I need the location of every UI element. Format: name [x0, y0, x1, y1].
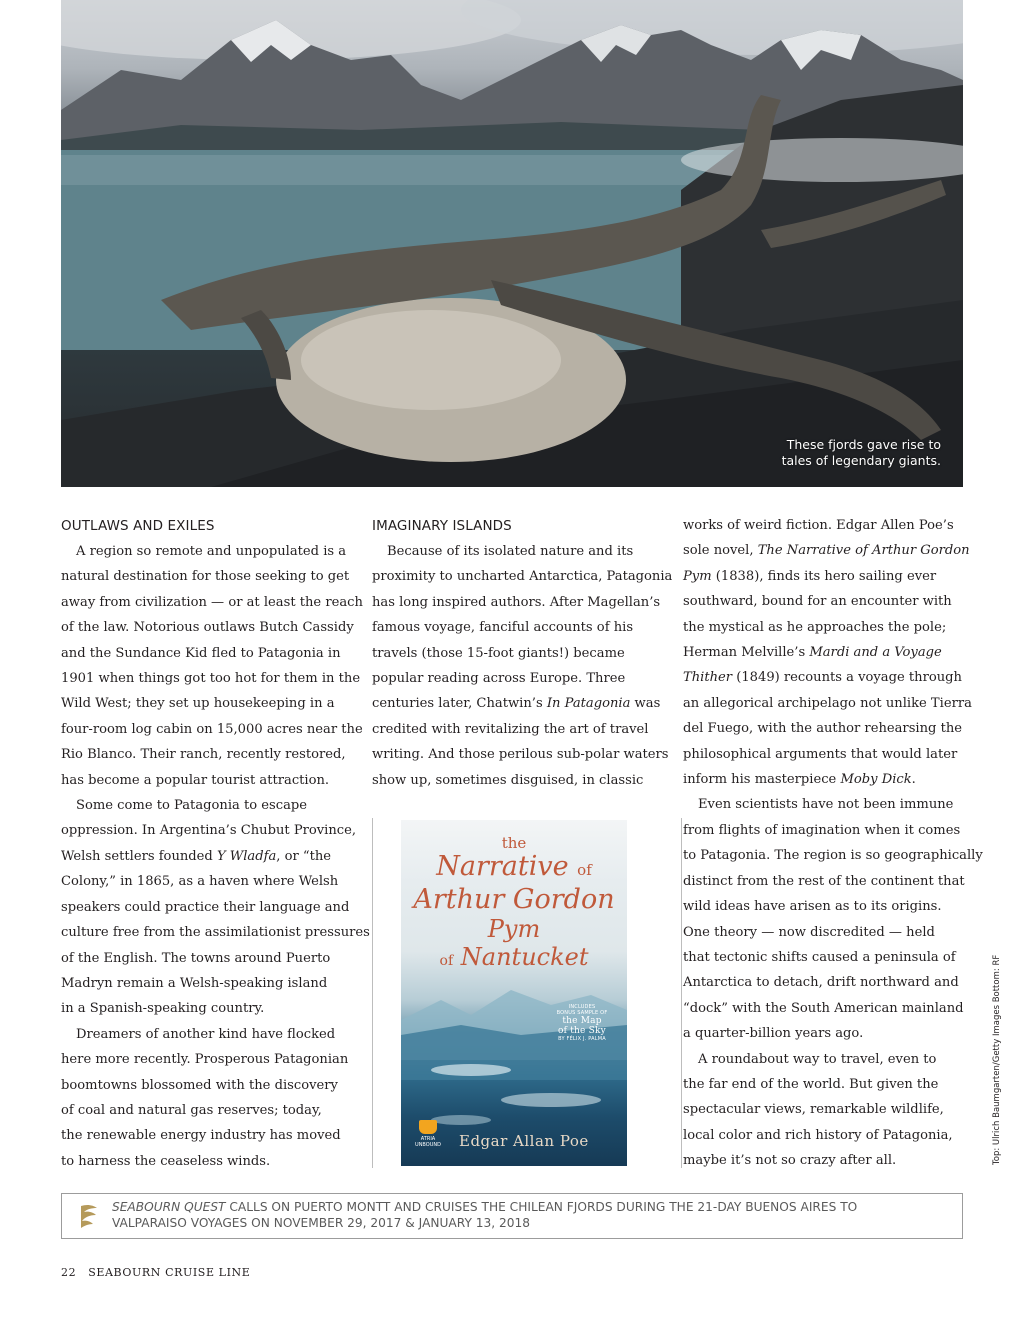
badge-title: of the Sky	[558, 1026, 606, 1036]
page-footer	[61, 1266, 250, 1279]
text-line	[372, 691, 667, 716]
book-title-word: Pym	[487, 915, 541, 943]
text-run: (1849) recounts a voyage through	[732, 670, 962, 686]
text-line: the renewable energy industry has moved	[61, 1128, 341, 1144]
text-line: Antarctica to detach, drift northward and	[683, 975, 959, 991]
publisher-icon	[419, 1120, 437, 1134]
text-line: del Fuego, with the author rehearsing the	[683, 721, 963, 737]
text-line: boomtowns blossomed with the discovery	[61, 1077, 338, 1093]
text-line: One theory — now discredited — held	[683, 924, 935, 940]
column-imaginary-islands	[372, 513, 673, 793]
book-title-line	[401, 943, 627, 975]
text-line: “dock” with the South American mainland	[683, 1000, 964, 1016]
text-line: southward, bound for an encounter with	[683, 594, 952, 610]
column-continued	[683, 513, 983, 1174]
paragraph	[683, 792, 983, 1046]
publisher-name: ATRIA	[420, 1136, 436, 1142]
book-title-word: Arthur Gordon	[413, 884, 615, 915]
italic-title: Thither	[683, 670, 733, 686]
text-line: Even scientists have not been immune	[698, 797, 954, 813]
bonus-sample-badge	[551, 1004, 613, 1042]
text-line: travels (those 15-foot giants!) became	[372, 645, 625, 661]
text-line: Rio Blanco. Their ranch, recently restored,	[61, 747, 346, 763]
book-author: Edgar Allan Poe	[459, 1132, 589, 1150]
text-line: A region so remote and unpopulated is a	[76, 544, 347, 559]
text-line: credited with revitalizing the art of travel	[372, 721, 649, 737]
text-run: , or “the	[276, 848, 332, 864]
photo-credit: Top: Ulrich Baumgarten/Getty Images Bottom: RF	[992, 954, 1002, 1165]
book-title-word: Nantucket	[460, 943, 589, 971]
text-line: from flights of imagination when it comes	[683, 822, 961, 838]
text-line: writing. And those perilous sub-polar waters	[372, 747, 669, 763]
text-line: proximity to uncharted Antarctica, Patagonia	[372, 569, 673, 585]
voyage-line	[112, 1199, 952, 1215]
section-heading: OUTLAWS AND EXILES	[61, 518, 215, 534]
text-line	[683, 665, 973, 690]
badge-text: BONUS SAMPLE OF	[556, 1010, 608, 1016]
book-title-line	[401, 852, 627, 885]
text-line: to harness the ceaseless winds.	[61, 1153, 271, 1169]
text-line: and the Sundance Kid fled to Patagonia in	[61, 645, 341, 661]
publication-name: SEABOURN CRUISE LINE	[88, 1266, 251, 1279]
ship-name: SEABOURN QUEST	[112, 1200, 226, 1214]
voyage-line-text: CALLS ON PUERTO MONTT AND CRUISES THE CHILEAN FJORDS DURING THE 21-DAY BUENOS AIRES TO	[225, 1200, 858, 1214]
text-line: has long inspired authors. After Magellan’s	[372, 594, 661, 610]
publisher-logo	[413, 1120, 443, 1148]
text-run: Herman Melville’s	[683, 645, 810, 661]
text-line: speakers could practice their language and	[61, 899, 350, 915]
text-line	[683, 640, 973, 665]
text-line: Because of its isolated nature and its	[387, 544, 634, 559]
text-line: famous voyage, fanciful accounts of his	[372, 620, 634, 636]
text-line: Some come to Patagonia to escape	[76, 798, 308, 814]
text-line: culture free from the assimilationist pressures	[61, 925, 370, 941]
book-title-word: of	[577, 861, 592, 879]
text-line: A roundabout way to travel, even to	[698, 1051, 937, 1067]
text-run: inform his masterpiece	[683, 772, 841, 788]
text-run: sole novel,	[683, 543, 758, 559]
italic-term: Y Wladfa	[216, 848, 277, 864]
text-line: the far end of the world. But given the	[683, 1076, 939, 1092]
text-line: of coal and natural gas reserves; today,	[61, 1102, 322, 1118]
text-line: oppression. In Argentina’s Chubut Province,	[61, 823, 357, 839]
book-title-word: the	[501, 834, 527, 852]
publisher-name: UNBOUND	[415, 1142, 441, 1148]
voyage-info-box	[61, 1193, 963, 1239]
text-line	[683, 538, 973, 563]
paragraph	[61, 539, 361, 793]
italic-title: Moby Dick	[840, 772, 912, 788]
text-line: the mystical as he approaches the pole;	[683, 619, 947, 635]
book-title-word: of	[439, 953, 454, 969]
paragraph	[372, 539, 673, 793]
text-run: Welsh settlers founded	[61, 848, 217, 864]
paragraph	[683, 513, 973, 792]
text-line: has become a popular tourist attraction.	[61, 772, 330, 788]
text-line: natural destination for those seeking to get	[61, 569, 350, 585]
paragraph	[61, 1022, 361, 1174]
text-line: of the law. Notorious outlaws Butch Cassidy	[61, 620, 354, 636]
voyage-text	[112, 1199, 952, 1231]
hero-caption	[741, 437, 941, 469]
text-line: in a Spanish-speaking country.	[61, 1001, 265, 1017]
text-line	[61, 844, 361, 869]
text-line: Colony,” in 1865, as a haven where Welsh	[61, 874, 339, 890]
text-line: local color and rich history of Patagonia,	[683, 1127, 953, 1143]
badge-text: BY FÉLIX J. PALMA	[558, 1036, 606, 1042]
text-line: wild ideas have arisen as to its origins.	[683, 899, 942, 915]
badge-title: the Map	[562, 1016, 602, 1026]
hero-caption-line: These fjords gave rise to	[786, 437, 941, 452]
book-cover-image	[401, 820, 627, 1166]
paragraph	[61, 793, 370, 1022]
text-line: that tectonic shifts caused a peninsula of	[683, 949, 956, 965]
hero-photo	[61, 0, 963, 487]
text-line: distinct from the rest of the continent that	[683, 873, 965, 889]
hero-caption-line: tales of legendary giants.	[781, 453, 941, 468]
voyage-line: VALPARAISO VOYAGES ON NOVEMBER 29, 2017 & JANUARY 13, 2018	[112, 1216, 531, 1230]
text-line: here more recently. Prosperous Patagonian	[61, 1052, 349, 1068]
badge-text: INCLUDES	[568, 1004, 596, 1010]
text-line: Madryn remain a Welsh-speaking island	[61, 975, 328, 991]
text-run: centuries later, Chatwin’s	[372, 696, 547, 712]
book-title-word: Narrative	[436, 851, 569, 882]
text-line: four-room log cabin on 15,000 acres near the	[61, 721, 363, 737]
text-run: .	[911, 772, 916, 788]
text-line: 1901 when things got too hot for them in the	[61, 671, 361, 687]
text-line: works of weird fiction. Edgar Allen Poe’s	[683, 518, 954, 533]
text-run: was	[630, 696, 661, 712]
hero-landscape-illustration	[61, 0, 963, 487]
text-line: of the English. The towns around Puerto	[61, 950, 331, 966]
text-line: popular reading across Europe. Three	[372, 671, 626, 687]
text-line	[683, 564, 973, 589]
text-line	[683, 767, 973, 792]
paragraph	[683, 1047, 973, 1174]
text-line: a quarter-billion years ago.	[683, 1026, 864, 1042]
text-line: Dreamers of another kind have flocked	[76, 1026, 336, 1042]
text-run: (1838), finds its hero sailing ever	[711, 568, 937, 584]
italic-title: Mardi and a Voyage	[809, 645, 942, 661]
text-line: philosophical arguments that would later	[683, 746, 958, 762]
text-line: show up, sometimes disguised, in classic	[372, 772, 644, 788]
book-title	[401, 834, 627, 975]
section-heading: IMAGINARY ISLANDS	[372, 518, 512, 534]
italic-title: The Narrative of Arthur Gordon	[757, 543, 970, 559]
text-line: to Patagonia. The region is so geographically	[683, 848, 983, 864]
page-number: 22	[61, 1266, 77, 1279]
text-line: spectacular views, remarkable wildlife,	[683, 1102, 944, 1118]
text-line: maybe it’s not so crazy after all.	[683, 1153, 897, 1169]
text-line: Wild West; they set up housekeeping in a	[61, 696, 335, 712]
column-outlaws-and-exiles	[61, 513, 370, 1174]
text-line: an allegorical archipelago not unlike Tierra	[683, 695, 972, 711]
text-line: away from civilization — or at least the reach	[61, 594, 363, 610]
seabourn-logo-icon	[78, 1203, 100, 1229]
italic-title: Pym	[683, 568, 712, 584]
italic-title: In Patagonia	[546, 696, 631, 712]
